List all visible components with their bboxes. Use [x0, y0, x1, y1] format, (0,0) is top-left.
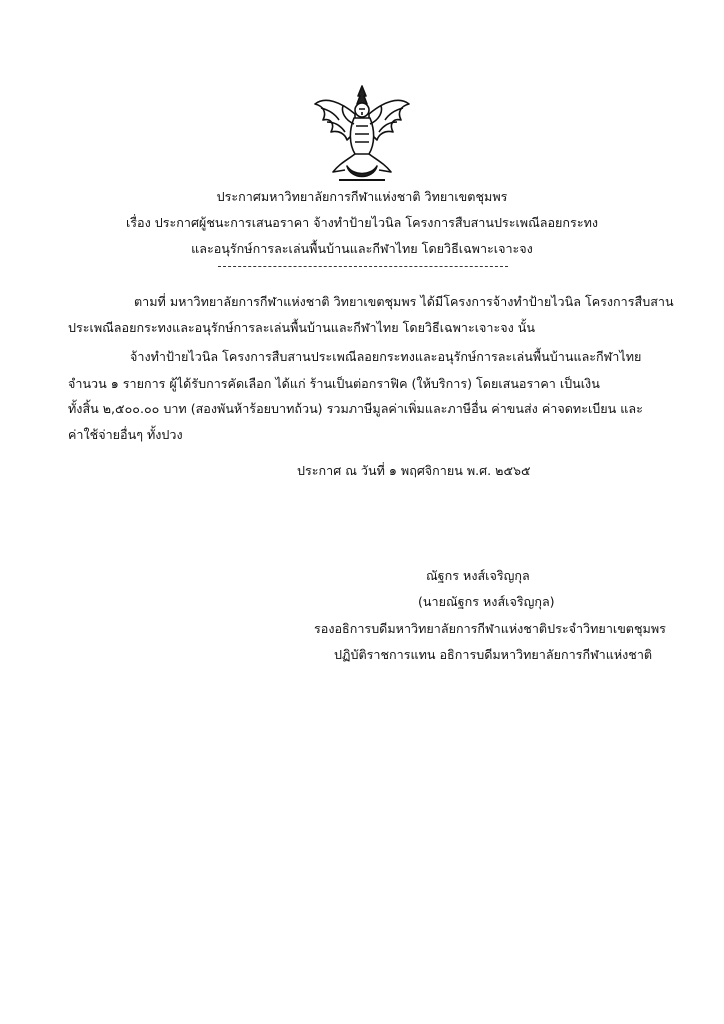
signatory-printed-name: (นายณัฐกร หงส์เจริญกุล) [418, 594, 555, 609]
garuda-emblem-icon [309, 84, 415, 188]
separator-line [218, 266, 508, 267]
paragraph-2-line-3: ทั้งสิ้น ๒,๕๐๐.๐๐ บาท (สองพันห้าร้อยบาทถ้วน) รวมภาษีมูลค่าเพิ่มและภาษีอื่น ค่าขนส่ง ค่าจดทะเบียน และ [68, 401, 643, 416]
announcement-date: ประกาศ ณ วันที่ ๑ พฤศจิกายน พ.ศ. ๒๕๖๕ [297, 463, 531, 478]
signatory-position: รองอธิการบดีมหาวิทยาลัยการกีฬาแห่งชาติประจำวิทยาเขตชุมพร [314, 621, 666, 636]
subject-line-continued: และอนุรักษ์การละเล่นพื้นบ้านและกีฬาไทย โดยวิธีเฉพาะเจาะจง [191, 241, 533, 256]
paragraph-1-line-1: ตามที่ มหาวิทยาลัยการกีฬาแห่งชาติ วิทยาเขตชุมพร ได้มีโครงการจ้างทำป้ายไวนิล โครงการสืบสาน [134, 294, 674, 309]
signature-name: ณัฐกร หงส์เจริญกุล [426, 568, 530, 583]
announcement-title: ประกาศมหาวิทยาลัยการกีฬาแห่งชาติ วิทยาเขตชุมพร [216, 189, 508, 204]
paragraph-2-line-4: ค่าใช้จ่ายอื่นๆ ทั้งปวง [68, 427, 183, 442]
paragraph-2-line-2: จำนวน ๑ รายการ ผู้ได้รับการคัดเลือก ได้แก่ ร้านเป็นต่อกราฟิค (ให้บริการ) โดยเสนอราคา เป็นเงิน [68, 376, 600, 391]
paragraph-2-line-1: จ้างทำป้ายไวนิล โครงการสืบสานประเพณีลอยกระทงและอนุรักษ์การละเล่นพื้นบ้านและกีฬาไทย [130, 349, 642, 364]
signatory-acting-position: ปฏิบัติราชการแทน อธิการบดีมหาวิทยาลัยการกีฬาแห่งชาติ [334, 647, 653, 662]
subject-line: เรื่อง ประกาศผู้ชนะการเสนอราคา จ้างทำป้ายไวนิล โครงการสืบสานประเพณีลอยกระทง [125, 215, 599, 230]
paragraph-1-line-2: ประเพณีลอยกระทงและอนุรักษ์การละเล่นพื้นบ้านและกีฬาไทย โดยวิธีเฉพาะเจาะจง นั้น [68, 320, 535, 335]
